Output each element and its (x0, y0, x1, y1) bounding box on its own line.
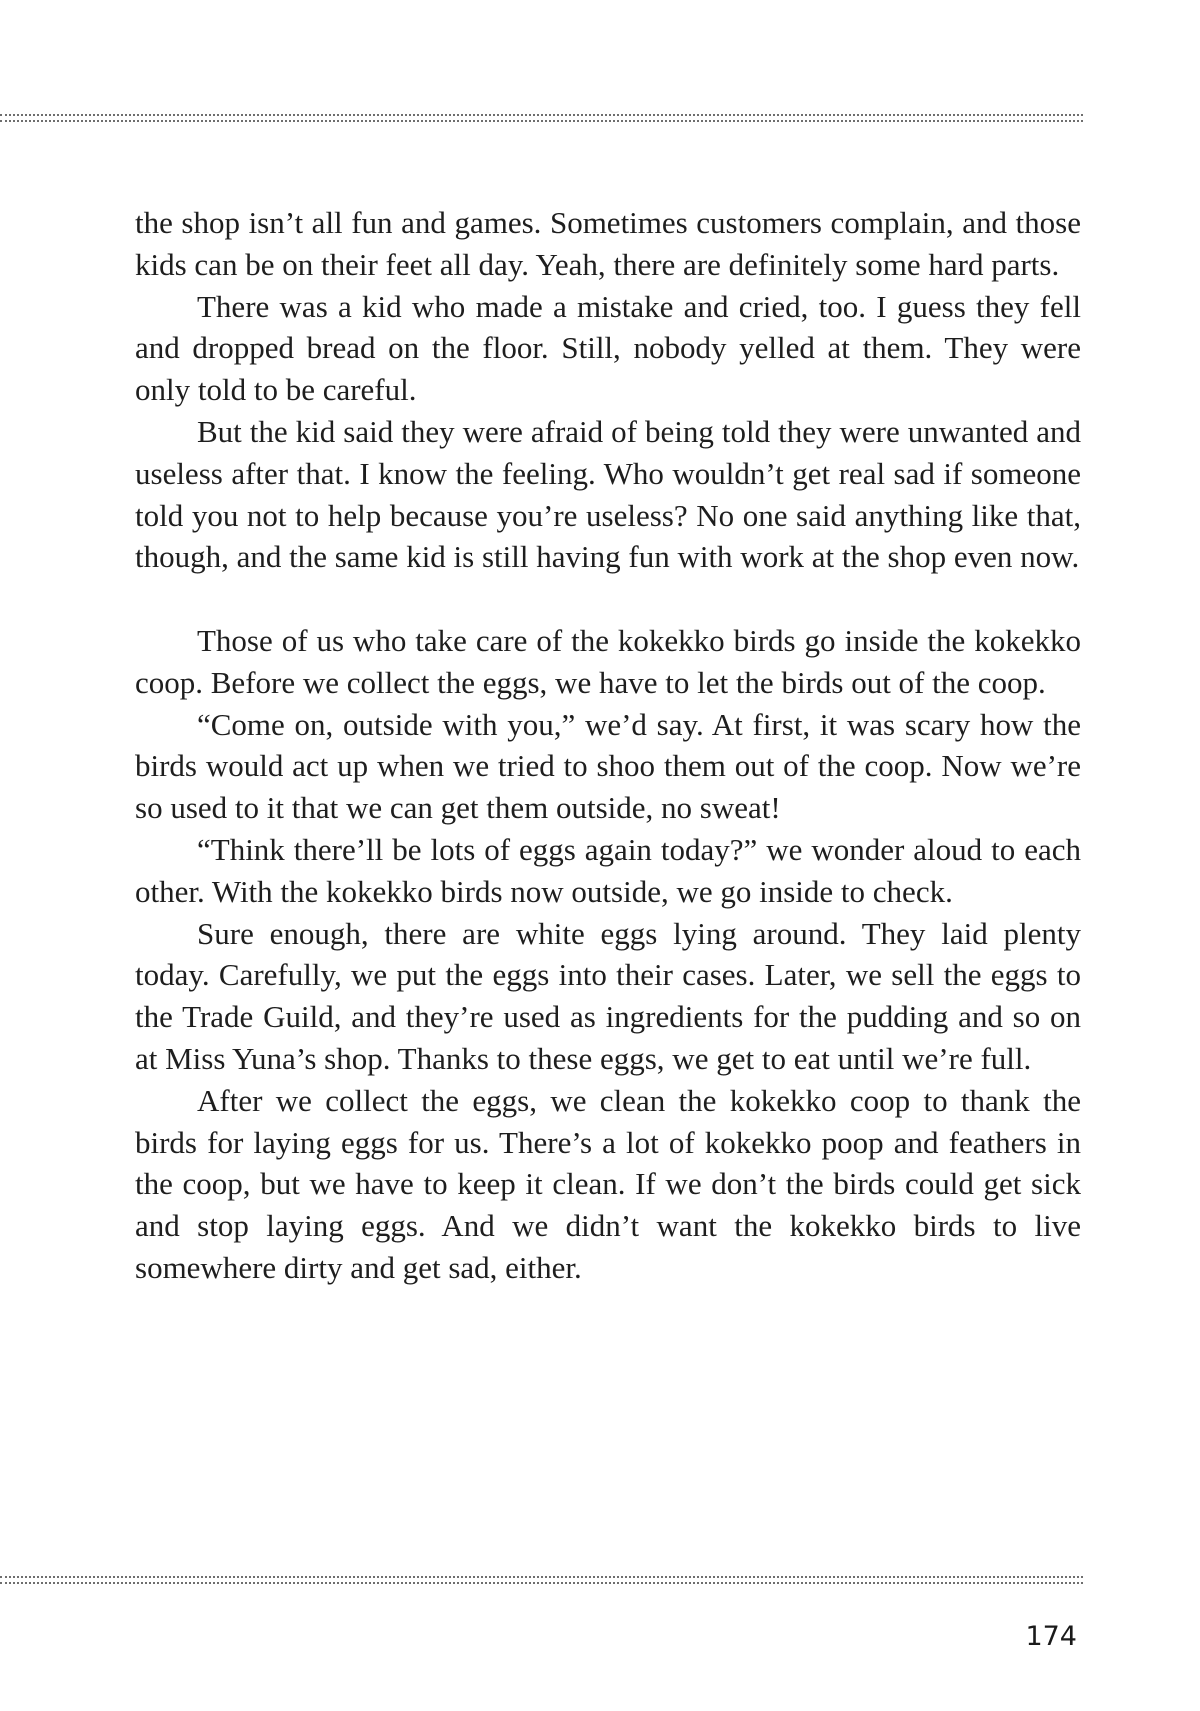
body-text (135, 202, 1081, 1289)
top-dotted-rule (0, 114, 1083, 123)
paragraph: “Think there’ll be lots of eggs again today?” we wonder aloud to each other. With the kokekko birds now outside, we go inside to check. (135, 831, 1081, 909)
paragraph: After we collect the eggs, we clean the kokekko coop to thank the birds for laying eggs for us. There’s a lot of kokekko poop and feathers in the coop, but we have to keep it clean. If we don’t the birds could get sick and stop laying eggs. And we didn’t want the kokekko birds to live somewhere dirty and get sad, either. (135, 1082, 1081, 1285)
paragraph: “Come on, outside with you,” we’d say. At first, it was scary how the birds would act up when we tried to shoo them out of the coop. Now we’re so used to it that we can get them outside, no sweat! (135, 706, 1081, 826)
paragraph: Those of us who take care of the kokekko birds go inside the kokekko coop. Before we collect the eggs, we have to let the birds out of the coop. (135, 622, 1081, 700)
paragraph: Sure enough, there are white eggs lying around. They laid plenty today. Carefully, we put the eggs into their cases. Later, we sell the eggs to the Trade Guild, and they’re used as ingredients for the pudding and so on at Miss Yuna’s shop. Thanks to these eggs, we get to eat until we’re full. (135, 915, 1081, 1076)
page-number: 174 (1025, 1621, 1077, 1652)
paragraph: the shop isn’t all fun and games. Sometimes customers complain, and those kids can be on their feet all day. Yeah, there are definitely some hard parts. (135, 205, 1081, 282)
paragraph: There was a kid who made a mistake and cried, too. I guess they fell and dropped bread on the floor. Still, nobody yelled at them. They were only told to be careful. (135, 288, 1081, 408)
paragraph: But the kid said they were afraid of being told they were unwanted and useless after that. I know the feeling. Who wouldn’t get real sad if someone told you not to help because you’re useless? No one said anything like that, though, and the same kid is still having fun with work at the shop even now. (135, 413, 1081, 575)
bottom-dotted-rule (0, 1576, 1083, 1585)
